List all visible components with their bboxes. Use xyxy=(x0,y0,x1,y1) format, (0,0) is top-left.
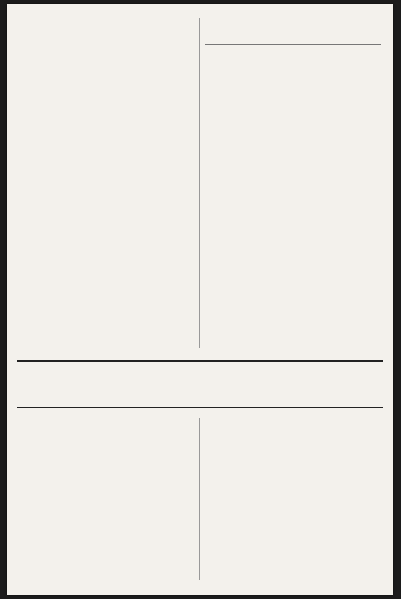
text-line xyxy=(17,559,195,569)
text-line xyxy=(17,98,195,108)
text-line xyxy=(17,336,195,346)
text-line xyxy=(203,234,383,244)
paragraph xyxy=(17,166,195,258)
paragraph xyxy=(17,416,195,569)
paragraph xyxy=(203,416,383,569)
text-line xyxy=(203,143,383,153)
text-line xyxy=(203,133,383,143)
text-line xyxy=(17,285,195,295)
text-line xyxy=(203,436,383,446)
text-line xyxy=(203,508,383,518)
main-article-column-left xyxy=(17,416,195,576)
text-line xyxy=(17,436,195,446)
paragraph xyxy=(203,252,383,344)
masthead xyxy=(205,16,381,45)
text-line xyxy=(203,303,383,313)
text-line xyxy=(203,204,383,214)
text-line xyxy=(17,217,195,227)
text-line xyxy=(203,559,383,569)
text-line xyxy=(203,467,383,477)
text-line xyxy=(203,282,383,292)
text-line xyxy=(203,323,383,333)
paragraph xyxy=(17,16,195,159)
text-line xyxy=(17,528,195,538)
text-line xyxy=(17,426,195,436)
text-line xyxy=(17,487,195,497)
text-line xyxy=(17,295,195,305)
text-line xyxy=(17,264,195,274)
text-line xyxy=(203,457,383,467)
text-line xyxy=(203,224,383,234)
text-line xyxy=(203,272,383,282)
text-line xyxy=(203,313,383,323)
text-line xyxy=(17,237,195,247)
text-line xyxy=(17,538,195,548)
text-line xyxy=(17,206,195,216)
text-line xyxy=(17,128,195,138)
text-line xyxy=(17,325,195,335)
headline-box xyxy=(17,360,383,408)
paragraph xyxy=(17,264,195,346)
text-line xyxy=(17,16,195,26)
text-line xyxy=(203,528,383,538)
paragraph xyxy=(203,51,383,245)
text-line xyxy=(17,36,195,46)
text-line xyxy=(17,247,195,257)
text-line xyxy=(203,92,383,102)
text-line xyxy=(203,548,383,558)
column-rule xyxy=(199,418,200,580)
text-line xyxy=(17,227,195,237)
text-line xyxy=(203,292,383,302)
text-line xyxy=(17,26,195,36)
text-line xyxy=(203,447,383,457)
text-line xyxy=(203,416,383,426)
text-line xyxy=(203,214,383,224)
main-article xyxy=(17,360,383,580)
text-line xyxy=(17,196,195,206)
text-line xyxy=(17,148,195,158)
text-line xyxy=(203,538,383,548)
text-line xyxy=(203,487,383,497)
text-line xyxy=(17,305,195,315)
text-line xyxy=(203,183,383,193)
text-line xyxy=(17,67,195,77)
text-line xyxy=(203,426,383,436)
text-line xyxy=(17,315,195,325)
text-line xyxy=(203,153,383,163)
subhead-line xyxy=(21,394,379,404)
text-line xyxy=(17,176,195,186)
text-line xyxy=(17,477,195,487)
text-line xyxy=(203,252,383,262)
text-line xyxy=(203,51,383,61)
top-article xyxy=(17,16,383,352)
text-line xyxy=(17,166,195,176)
text-line xyxy=(17,467,195,477)
text-line xyxy=(203,173,383,183)
text-line xyxy=(203,498,383,508)
subhead-line xyxy=(21,384,379,394)
text-line xyxy=(203,518,383,528)
top-article-column-left xyxy=(17,16,195,353)
text-line xyxy=(203,61,383,71)
text-line xyxy=(17,57,195,67)
text-line xyxy=(203,163,383,173)
text-line xyxy=(17,498,195,508)
text-line xyxy=(203,122,383,132)
text-line xyxy=(17,108,195,118)
text-line xyxy=(17,77,195,87)
text-line xyxy=(17,47,195,57)
main-headline xyxy=(21,364,379,384)
text-line xyxy=(17,416,195,426)
text-line xyxy=(17,518,195,528)
column-rule xyxy=(199,18,200,348)
main-article-columns xyxy=(17,416,383,580)
text-line xyxy=(17,138,195,148)
main-article-column-right xyxy=(203,416,383,576)
text-line xyxy=(17,457,195,467)
text-line xyxy=(203,477,383,487)
text-line xyxy=(203,102,383,112)
text-line xyxy=(17,186,195,196)
page-number xyxy=(7,581,393,591)
newspaper-page xyxy=(7,4,393,595)
text-line xyxy=(17,447,195,457)
text-line xyxy=(203,82,383,92)
top-article-column-right xyxy=(203,16,383,350)
text-line xyxy=(17,87,195,97)
text-line xyxy=(203,333,383,343)
text-line xyxy=(17,118,195,128)
text-line xyxy=(203,262,383,272)
text-line xyxy=(203,194,383,204)
text-line xyxy=(17,548,195,558)
text-line xyxy=(203,71,383,81)
text-line xyxy=(203,112,383,122)
text-line xyxy=(17,508,195,518)
text-line xyxy=(17,275,195,285)
